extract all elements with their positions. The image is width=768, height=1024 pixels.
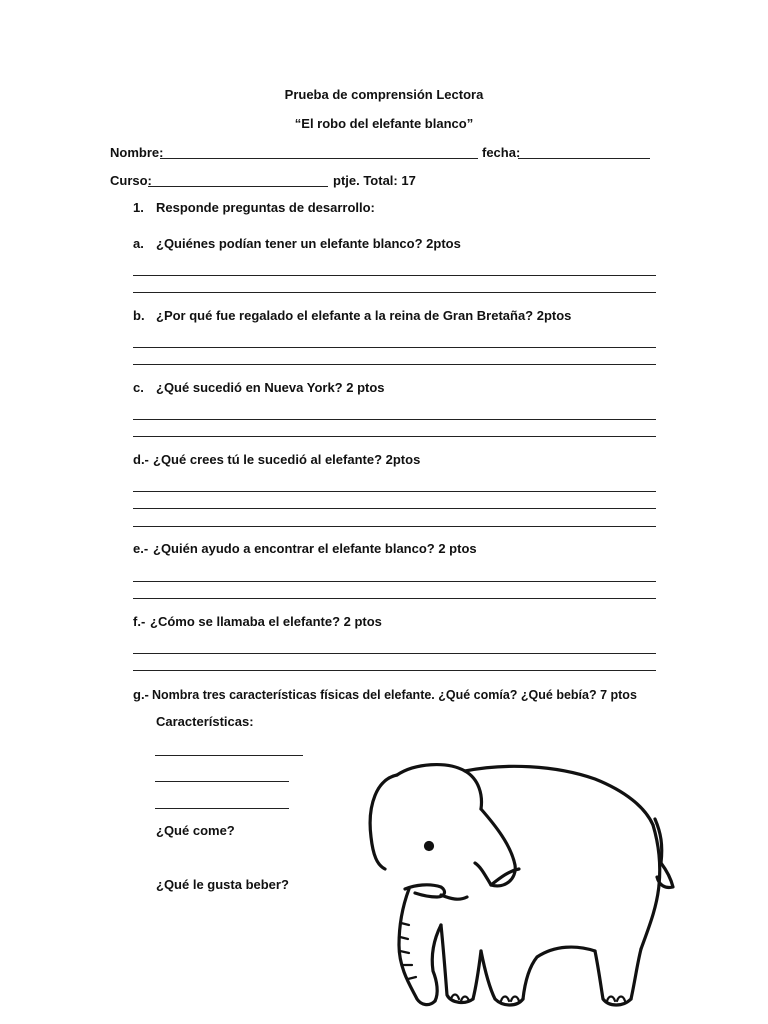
- date-label: fecha:: [482, 145, 521, 160]
- question-f-text: ¿Cómo se llamaba el elefante? 2 ptos: [150, 614, 382, 629]
- course-label: Curso:: [110, 173, 152, 188]
- question-f-marker: f.-: [133, 614, 146, 629]
- elephant-icon: [355, 745, 680, 1015]
- characteristic-line[interactable]: [155, 808, 289, 809]
- answer-line[interactable]: [133, 526, 656, 527]
- answer-line[interactable]: [133, 275, 656, 276]
- answer-line[interactable]: [133, 598, 656, 599]
- answer-line[interactable]: [133, 364, 656, 365]
- question-d-marker: d.-: [133, 452, 149, 467]
- characteristic-line[interactable]: [155, 781, 289, 782]
- characteristic-line[interactable]: [155, 755, 303, 756]
- question-e-text: ¿Quién ayudo a encontrar el elefante blanco? 2 ptos: [153, 541, 477, 556]
- answer-line[interactable]: [133, 436, 656, 437]
- answer-line[interactable]: [133, 653, 656, 654]
- question-d-text: ¿Qué crees tú le sucedió al elefante? 2ptos: [153, 452, 421, 467]
- answer-line[interactable]: [133, 347, 656, 348]
- section-instruction: Responde preguntas de desarrollo:: [156, 200, 375, 215]
- question-a-text: ¿Quiénes podían tener un elefante blanco? 2ptos: [156, 236, 461, 251]
- story-title: “El robo del elefante blanco”: [294, 116, 474, 131]
- characteristics-label: Características:: [156, 714, 254, 729]
- answer-line[interactable]: [133, 670, 656, 671]
- answer-line[interactable]: [133, 419, 656, 420]
- course-field[interactable]: [148, 186, 328, 187]
- question-g-text: Nombra tres características físicas del elefante. ¿Qué comía? ¿Qué bebía? 7 ptos: [152, 688, 637, 702]
- question-b-marker: b.: [133, 308, 145, 323]
- answer-line[interactable]: [133, 508, 656, 509]
- name-label: Nombre:: [110, 145, 164, 160]
- question-a-marker: a.: [133, 236, 144, 251]
- answer-line[interactable]: [133, 581, 656, 582]
- score-label: ptje. Total: 17: [333, 173, 416, 188]
- question-c-text: ¿Qué sucedió en Nueva York? 2 ptos: [156, 380, 385, 395]
- question-b-text: ¿Por qué fue regalado el elefante a la reina de Gran Bretaña? 2ptos: [156, 308, 572, 323]
- drink-question: ¿Qué le gusta beber?: [156, 877, 289, 892]
- eat-question: ¿Qué come?: [156, 823, 235, 838]
- answer-line[interactable]: [133, 292, 656, 293]
- page-title: Prueba de comprensión Lectora: [284, 87, 484, 102]
- answer-line[interactable]: [133, 491, 656, 492]
- question-e-marker: e.-: [133, 541, 149, 556]
- question-g-marker: g.-: [133, 687, 149, 702]
- name-field[interactable]: [160, 158, 478, 159]
- question-c-marker: c.: [133, 380, 144, 395]
- section-number: 1.: [133, 200, 144, 215]
- date-field[interactable]: [518, 158, 650, 159]
